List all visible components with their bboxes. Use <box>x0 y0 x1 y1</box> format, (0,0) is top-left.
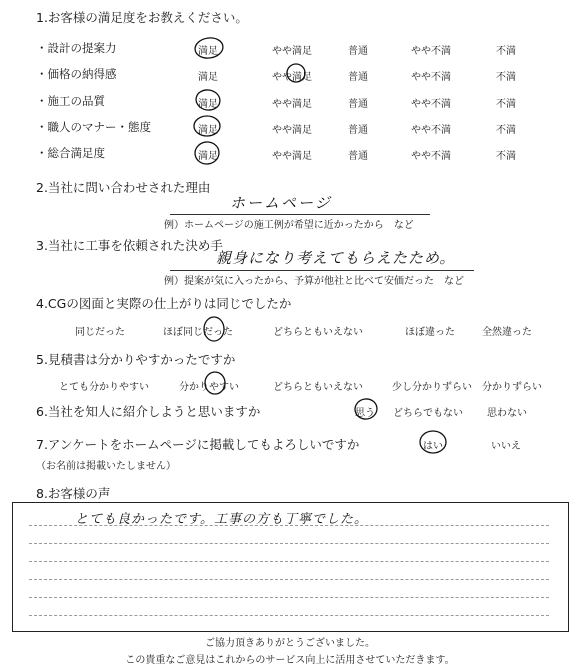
q4-option[interactable]: 同じだった <box>75 327 125 338</box>
q5-circle-mark <box>205 372 225 394</box>
q6-option[interactable]: 思わない <box>487 408 527 419</box>
q8-title: 8.お客様の声 <box>36 486 111 501</box>
q1-row-label: ・施工の品質 <box>36 94 105 108</box>
q1-option[interactable]: 満足 <box>198 151 218 162</box>
q7-title: 7.アンケートをホームページに掲載してもよろしいですか <box>36 437 360 452</box>
q1-option[interactable]: やや不満 <box>411 72 451 83</box>
q1-circle-mark <box>287 64 305 82</box>
q4-circle-mark <box>204 317 224 341</box>
q1-option[interactable]: 普通 <box>348 125 368 136</box>
q1-option[interactable]: やや満足 <box>272 151 312 162</box>
q3-example: 例）提案が気に入ったから、予算が他社と比べて安価だった など <box>164 276 464 287</box>
q7-circle-mark <box>420 431 446 453</box>
q5-option[interactable]: どちらともいえない <box>273 382 363 393</box>
q1-option[interactable]: 普通 <box>348 72 368 83</box>
footer-note: この貴重なご意見はこれからのサービス向上に活用させていただきます。 <box>125 655 455 666</box>
q1-title: 1.お客様の満足度をお教えください。 <box>36 10 248 25</box>
q1-option[interactable]: 満足 <box>198 99 218 110</box>
q1-circle-mark <box>194 141 220 165</box>
q2-answer: ホームページ <box>230 194 332 212</box>
footer-thanks: ご協力頂きありがとうございました。 <box>205 638 375 649</box>
q1-option[interactable]: 不満 <box>496 125 516 136</box>
q1-option[interactable]: やや不満 <box>411 46 451 57</box>
q1-option[interactable]: やや不満 <box>411 151 451 162</box>
q3-title: 3.当社に工事を依頼された決め手 <box>36 238 223 253</box>
q1-option[interactable]: やや満足 <box>272 46 312 57</box>
q7-option[interactable]: はい <box>423 441 443 452</box>
q1-row-label: ・職人のマナー・態度 <box>36 120 151 134</box>
q6-option[interactable]: どちらでもない <box>393 408 463 419</box>
q1-option[interactable]: 満足 <box>198 46 218 57</box>
q5-option[interactable]: とても分かりやすい <box>59 382 149 393</box>
q1-circle-mark <box>194 88 221 112</box>
q4-option[interactable]: ほぼ同じだった <box>163 327 233 338</box>
q4-title: 4.CGの図面と実際の仕上がりは同じでしたか <box>36 296 292 311</box>
q1-circle-mark <box>194 36 225 60</box>
q1-option[interactable]: 満足 <box>198 125 218 136</box>
q6-title: 6.当社を知人に紹介しようと思いますか <box>36 404 261 419</box>
q5-option[interactable]: 分かりやすい <box>179 382 239 393</box>
q5-title: 5.見積書は分かりやすかったですか <box>36 352 236 367</box>
q7-note: （お名前は掲載いたしません） <box>36 461 176 472</box>
q1-option[interactable]: やや満足 <box>272 125 312 136</box>
q5-option[interactable]: 分かりずらい <box>482 382 542 393</box>
q4-option[interactable]: どちらともいえない <box>273 327 363 338</box>
q1-option[interactable]: 普通 <box>348 99 368 110</box>
q1-circle-mark <box>194 116 220 136</box>
q1-option[interactable]: 不満 <box>496 99 516 110</box>
q1-option[interactable]: 普通 <box>348 46 368 57</box>
q1-option[interactable]: やや満足 <box>272 72 312 83</box>
q3-answer: 親身になり考えてもらえたため。 <box>216 249 456 267</box>
q5-option[interactable]: 少し分かりずらい <box>392 382 472 393</box>
q2-title: 2.当社に問い合わせされた理由 <box>36 180 211 195</box>
q1-option[interactable]: 不満 <box>496 46 516 57</box>
q6-circle-mark <box>353 397 378 421</box>
q1-option[interactable]: やや不満 <box>411 99 451 110</box>
q1-option[interactable]: 満足 <box>198 72 218 83</box>
q4-option[interactable]: ほぼ違った <box>405 327 455 338</box>
q7-option[interactable]: いいえ <box>491 441 521 452</box>
q6-option[interactable]: 思う <box>355 408 375 419</box>
q1-option[interactable]: やや不満 <box>411 125 451 136</box>
q4-option[interactable]: 全然違った <box>482 327 532 338</box>
q1-option[interactable]: 普通 <box>348 151 368 162</box>
q1-option[interactable]: 不満 <box>496 151 516 162</box>
q1-option[interactable]: 不満 <box>496 72 516 83</box>
q8-answer: とても良かったです。工事の方も丁寧でした。 <box>75 512 368 527</box>
q1-row-label: ・総合満足度 <box>36 146 105 160</box>
q1-option[interactable]: やや満足 <box>272 99 312 110</box>
q1-row-label: ・設計の提案力 <box>36 41 117 55</box>
q1-row-label: ・価格の納得感 <box>36 67 117 81</box>
q2-example: 例）ホームページの施工例が希望に近かったから など <box>164 220 414 231</box>
